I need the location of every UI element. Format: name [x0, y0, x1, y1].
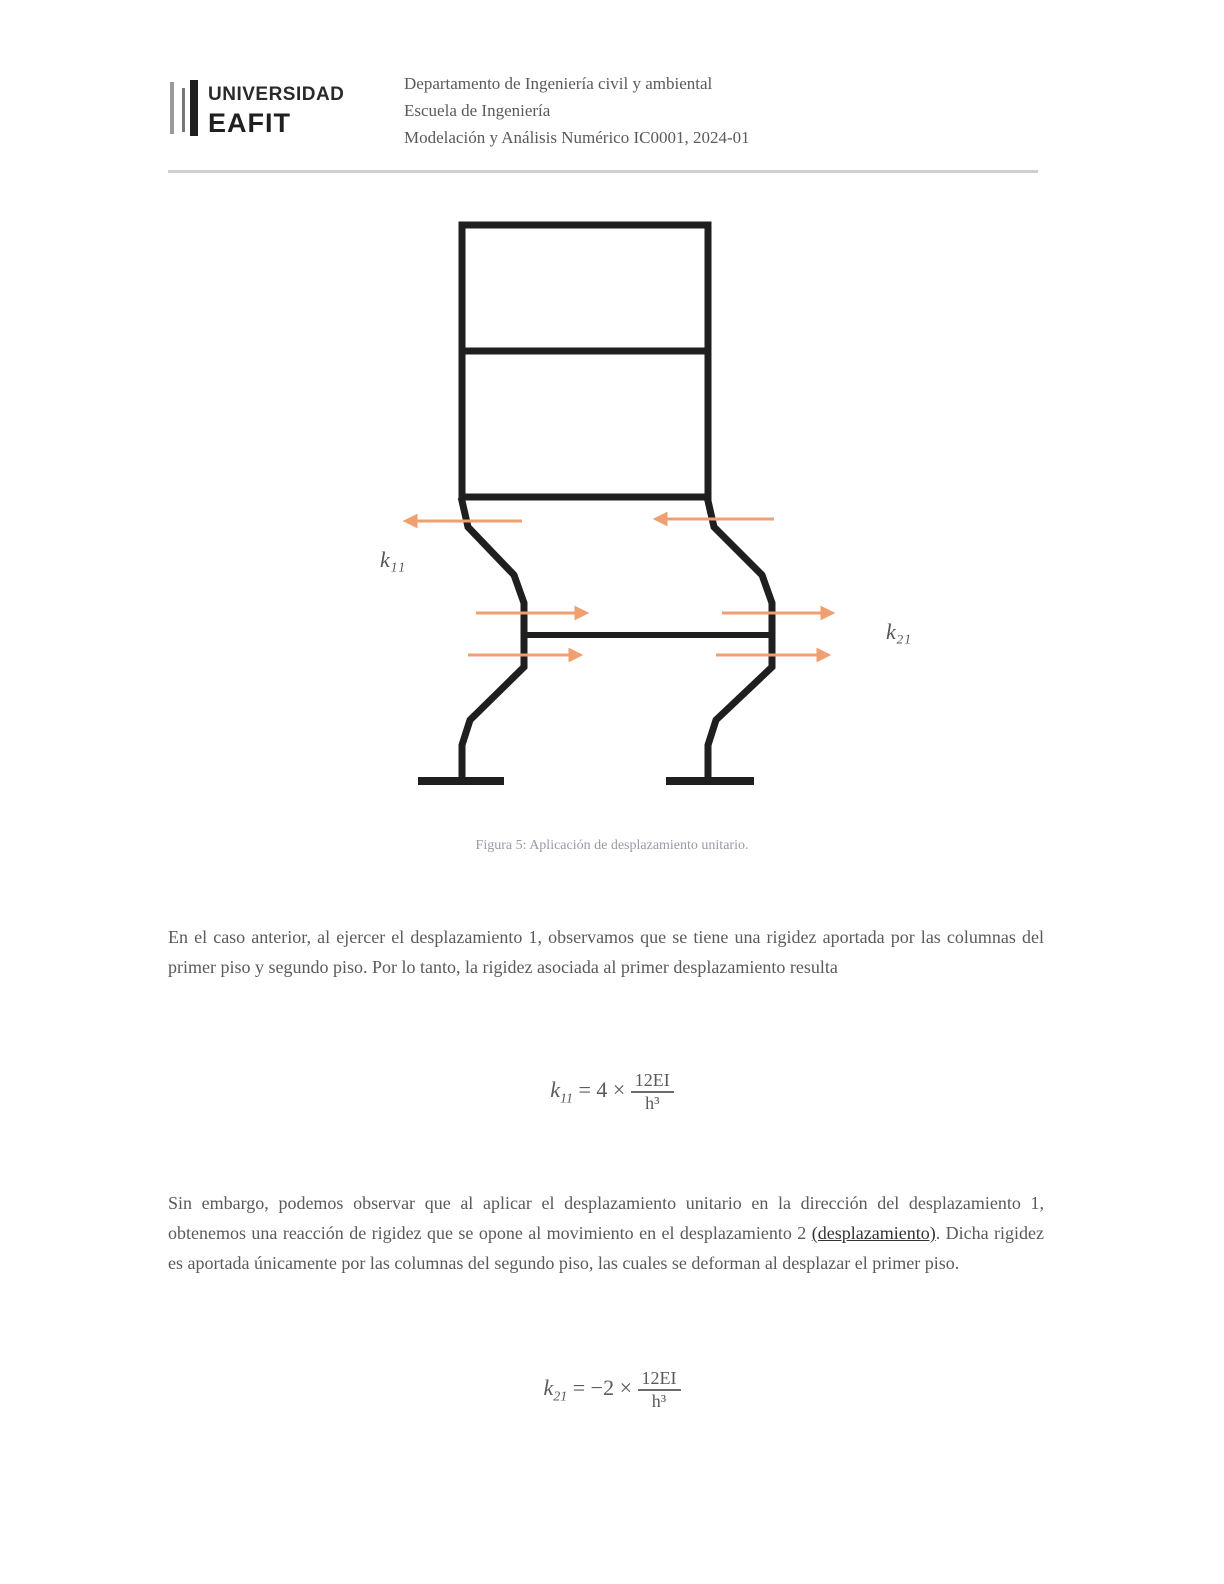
label-k11: k₁₁: [380, 547, 406, 572]
eq2-lhs: k: [543, 1375, 554, 1401]
institution-info: [404, 70, 750, 151]
eq2-numerator: 12EI: [638, 1368, 681, 1391]
eq2-denominator: h³: [651, 1391, 667, 1411]
logo-text-top: UNIVERSIDAD: [208, 84, 345, 105]
university-logo: [168, 78, 374, 138]
label-k21: k₂₁: [886, 619, 912, 644]
page-header: [168, 70, 1038, 150]
eq2-fraction: [638, 1368, 681, 1412]
eq1-mid: = 4 ×: [578, 1077, 626, 1103]
eq1-numerator: 12EI: [631, 1070, 674, 1093]
left-column-lower: [462, 635, 524, 779]
arrow-mid-right-top: [722, 608, 832, 618]
paragraph-1: En el caso anterior, al ejercer el desplazamiento 1, observamos que se tiene una rigidez aportada por las columnas del primer piso y segundo piso. Por lo tanto, la rigidez asociada al primer desplazamiento resulta: [168, 927, 1044, 977]
frame-diagram: [360, 205, 940, 805]
arrow-mid-left-top: [476, 608, 586, 618]
upper-frame: [462, 225, 708, 497]
paragraph-2-text-b: . Dicha rigidez es aportada únicamente por las columnas del segundo piso, las cuales se deforman al desplazar el primer piso.: [168, 1223, 1045, 1273]
right-column-lower: [708, 635, 772, 779]
equation-k21: [0, 1368, 1224, 1412]
eq1-denominator: h³: [645, 1093, 660, 1113]
figure-caption: Figura 5: Aplicación de desplazamiento unitario.: [475, 838, 749, 853]
paragraph-2-underlined: (desplazamiento): [811, 1223, 936, 1243]
equation-k11: [0, 1070, 1224, 1114]
eq1-lhs: k: [550, 1077, 560, 1103]
department-line: Departamento de Ingeniería civil y ambiental: [404, 74, 713, 93]
eq2-mid: = −2 ×: [572, 1375, 632, 1401]
eq1-fraction: [631, 1070, 674, 1114]
eq1-lhs-sub: 11: [559, 1091, 573, 1107]
school-line: Escuela de Ingeniería: [404, 101, 551, 120]
right-column-upper: [708, 501, 772, 635]
course-line: Modelación y Análisis Numérico IC0001, 2024-01: [404, 128, 750, 147]
eq2-lhs-sub: 21: [553, 1389, 568, 1405]
header-divider: [168, 170, 1038, 173]
logo-text-bottom: EAFIT: [208, 108, 291, 138]
paragraph-2: [168, 1188, 1044, 1278]
logo-mark-icon: [168, 78, 202, 138]
paragraph-2-text-a: Sin embargo, podemos observar que al aplicar el desplazamiento unitario en la dirección del desplazamiento 1, obtenemos una reacción de rigidez que se opone al movimiento en el desplazamiento 2: [168, 1193, 1044, 1243]
